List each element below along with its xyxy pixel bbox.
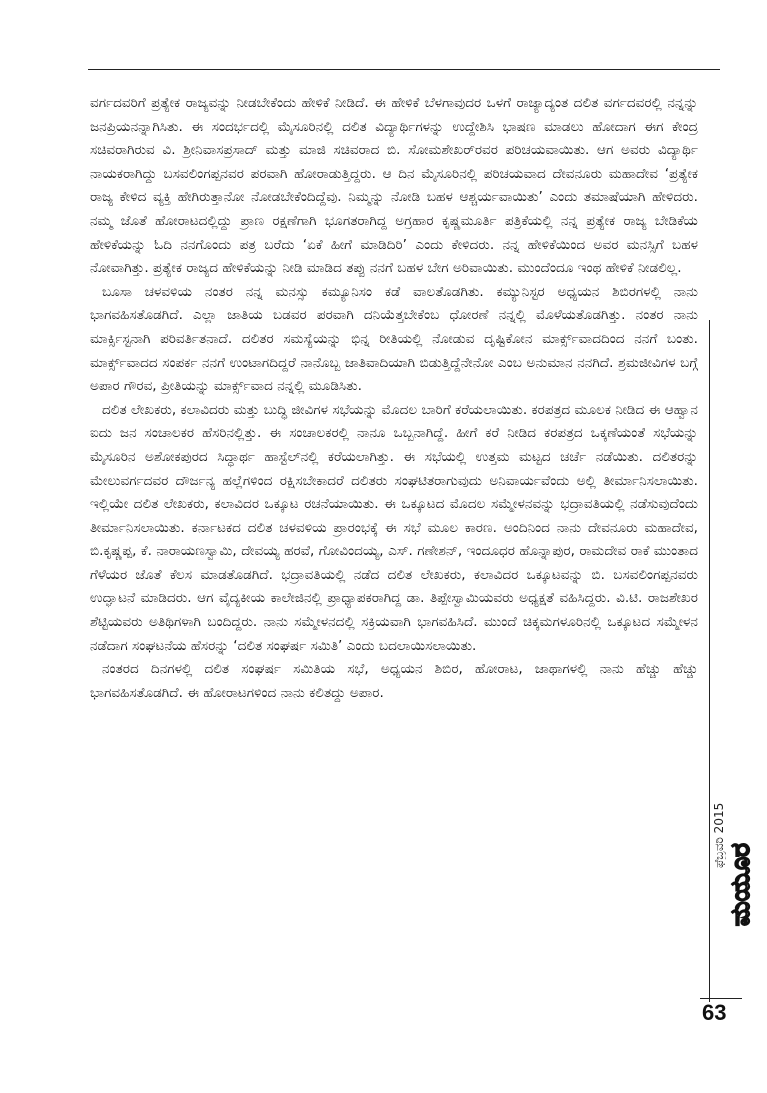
issue-date: ಫೆಬ್ರವರಿ 2015 [712, 802, 726, 868]
article-paragraph-2: ಬೂಸಾ ಚಳವಳಿಯ ನಂತರ ನನ್ನ ಮನಸ್ಸು ಕಮ್ಯೂನಿಸಂ ಕಡೆ ವಾಲತೊಡಗಿತು. ಕಮ್ಯುನಿಸ್ಟರ ಅಧ್ಯಯನ ಶಿಬಿರಗಳಲ್ಲಿ ನಾನು ಭಾಗವಹಿಸತೊಡಗಿದೆ. ಎಲ್ಲಾ ಜಾತಿಯ ಬಡವರ ಪರವಾಗಿ ದನಿಯೆತ್ತಬೇಕೆಂಬ ಧೋರಣೆ ನನ್ನಲ್ಲಿ ಮೊಳೆಯತೊಡಗಿತ್ತು. ನಂತರ ನಾನು ಮಾರ್ಕ್ಸಿಸ್ಟನಾಗಿ ಪರಿವರ್ತಿತನಾದೆ. ದಲಿತರ ಸಮಸ್ಯೆಯನ್ನು ಭಿನ್ನ ರೀತಿಯಲ್ಲಿ ನೋಡುವ ದೃಷ್ಟಿಕೋನ ಮಾರ್ಕ್ಸ್‌ವಾದದಿಂದ ನನಗೆ ಬಂತು. ಮಾರ್ಕ್ಸ್‌ವಾದದ ಸಂಪರ್ಕ ನನಗೆ ಉಂಟಾಗದಿದ್ದರೆ ನಾನೊಬ್ಬ ಜಾತಿವಾದಿಯಾಗಿ ಬಿಡುತ್ತಿದ್ದೆನೇನೋ ಎಂಬ ಅನುಮಾನ ನನಗಿದೆ. ಶ್ರಮಜೀವಿಗಳ ಬಗ್ಗೆ ಅಪಾರ ಗೌರವ, ಪ್ರೀತಿಯನ್ನು ಮಾರ್ಕ್ಸ್‌ವಾದ ನನ್ನಲ್ಲಿ ಮೂಡಿಸಿತು. [90, 283, 698, 395]
page-number-rule [700, 998, 742, 999]
article-body [90, 92, 698, 705]
magazine-logo: ಮಯೂರ [726, 843, 756, 927]
article-paragraph-1: ವರ್ಗದವರಿಗೆ ಪ್ರತ್ಯೇಕ ರಾಜ್ಯವನ್ನು ನೀಡಬೇಕೆಂದು ಹೇಳಿಕೆ ನೀಡಿದೆ. ಈ ಹೇಳಿಕೆ ಬೆಳಗಾವುದರ ಒಳಗೆ ರಾಜ್ಯಾದ್ಯಂತ ದಲಿತ ವರ್ಗದವರಲ್ಲಿ ನನ್ನನ್ನು ಜನಪ್ರಿಯನನ್ನಾಗಿಸಿತು. ಈ ಸಂದರ್ಭದಲ್ಲಿ ಮೈಸೂರಿನಲ್ಲಿ ದಲಿತ ವಿದ್ಯಾರ್ಥಿಗಳನ್ನು ಉದ್ದೇಶಿಸಿ ಭಾಷಣ ಮಾಡಲು ಹೋದಾಗ ಈಗ ಕೇಂದ್ರ ಸಚಿವರಾಗಿರುವ ವಿ. ಶ್ರೀನಿವಾಸಪ್ರಸಾದ್ ಮತ್ತು ಮಾಜಿ ಸಚಿವರಾದ ಬಿ. ಸೋಮಶೇಖರ್‌ರವರ ಪರಿಚಯವಾಯಿತು. ಆಗ ಅವರು ವಿದ್ಯಾರ್ಥಿ ನಾಯಕರಾಗಿದ್ದು ಬಸವಲಿಂಗಪ್ಪನವರ ಪರವಾಗಿ ಹೋರಾಡುತ್ತಿದ್ದರು. ಆ ದಿನ ಮೈಸೂರಿನಲ್ಲಿ ಪರಿಚಯವಾದ ದೇವನೂರು ಮಹಾದೇವ ‘ಪ್ರತ್ಯೇಕ ರಾಜ್ಯ ಕೇಳಿದ ವ್ಯಕ್ತಿ ಹೇಗಿರುತ್ತಾನೋ ನೋಡಬೇಕೆಂದಿದ್ದೆವು. ನಿಮ್ಮನ್ನು ನೋಡಿ ಬಹಳ ಆಶ್ಚರ್ಯವಾಯಿತು’ ಎಂದು ತಮಾಷೆಯಾಗಿ ಹೇಳಿದರು. ನಮ್ಮ ಜೊತೆ ಹೋರಾಟದಲ್ಲಿದ್ದು ಪ್ರಾಣ ರಕ್ಷಣೆಗಾಗಿ ಭೂಗತರಾಗಿದ್ದ ಅಗ್ರಹಾರ ಕೃಷ್ಣಮೂರ್ತಿ ಪತ್ರಿಕೆಯಲ್ಲಿ ನನ್ನ ಪ್ರತ್ಯೇಕ ರಾಜ್ಯ ಬೇಡಿಕೆಯ ಹೇಳಿಕೆಯನ್ನು ಓದಿ ನನಗೊಂದು ಪತ್ರ ಬರೆದು ‘ಏಕೆ ಹೀಗೆ ಮಾಡಿದಿರಿ’ ಎಂದು ಕೇಳಿದರು. ನನ್ನ ಹೇಳಿಕೆಯಿಂದ ಅವರ ಮನಸ್ಸಿಗೆ ಬಹಳ ನೋವಾಗಿತ್ತು. ಪ್ರತ್ಯೇಕ ರಾಜ್ಯದ ಹೇಳಿಕೆಯನ್ನು ನೀಡಿ ಮಾಡಿದ ತಪ್ಪು ನನಗೆ ಬಹಳ ಬೇಗ ಅರಿವಾಯಿತು. ಮುಂದೆಂದೂ ಇಂಥ ಹೇಳಿಕೆ ನೀಡಲಿಲ್ಲ. [90, 95, 698, 277]
article-paragraph-3: ದಲಿತ ಲೇಖಕರು, ಕಲಾವಿದರು ಮತ್ತು ಬುದ್ಧಿ ಜೀವಿಗಳ ಸಭೆಯನ್ನು ಮೊದಲ ಬಾರಿಗೆ ಕರೆಯಲಾಯಿತು. ಕರಪತ್ರದ ಮೂಲಕ ನೀಡಿದ ಈ ಆಹ್ವಾನ ಐದು ಜನ ಸಂಚಾಲಕರ ಹೆಸರಿನಲ್ಲಿತ್ತು. ಈ ಸಂಚಾಲಕರಲ್ಲಿ ನಾನೂ ಒಬ್ಬನಾಗಿದ್ದೆ. ಹೀಗೆ ಕರೆ ನೀಡಿದ ಕರಪತ್ರದ ಒಕ್ಕಣೆಯಂತೆ ಸಭೆಯನ್ನು ಮೈಸೂರಿನ ಅಶೋಕಪುರದ ಸಿದ್ಧಾರ್ಥ ಹಾಸ್ಟೆಲ್‌ನಲ್ಲಿ ಕರೆಯಲಾಗಿತ್ತು. ಈ ಸಭೆಯಲ್ಲಿ ಉತ್ತಮ ಮಟ್ಟದ ಚರ್ಚೆ ನಡೆಯಿತು. ದಲಿತರನ್ನು ಮೇಲುವರ್ಗದವರ ದೌರ್ಜನ್ಯ ಹಲ್ಲೆಗಳಿಂದ ರಕ್ಷಿಸಬೇಕಾದರೆ ದಲಿತರು ಸಂಘಟಿತರಾಗುವುದು ಅನಿವಾರ್ಯವೆಂದು ಅಲ್ಲಿ ತೀರ್ಮಾನಿಸಲಾಯಿತು. ಇಲ್ಲಿಯೇ ದಲಿತ ಲೇಖಕರು, ಕಲಾವಿದರ ಒಕ್ಕೂಟ ರಚನೆಯಾಯಿತು. ಈ ಒಕ್ಕೂಟದ ಮೊದಲ ಸಮ್ಮೇಳನವನ್ನು ಭದ್ರಾವತಿಯಲ್ಲಿ ನಡೆಸುವುದೆಂದು ತೀರ್ಮಾನಿಸಲಾಯಿತು. ಕರ್ನಾಟಕದ ದಲಿತ ಚಳವಳಿಯ ಪ್ರಾರಂಭಕ್ಕೆ ಈ ಸಭೆ ಮೂಲ ಕಾರಣ. ಅಂದಿನಿಂದ ನಾನು ದೇವನೂರು ಮಹಾದೇವ, ಬಿ.ಕೃಷ್ಣಪ್ಪ, ಕೆ. ನಾರಾಯಣಸ್ವಾಮಿ, ದೇವಯ್ಯ ಹರವೆ, ಗೋವಿಂದಯ್ಯ, ಎಸ್. ಗಣೇಶನ್, ಇಂದೂಧರ ಹೊನ್ನಾಪುರ, ರಾಮದೇವ ರಾಕೆ ಮುಂತಾದ ಗೆಳೆಯರ ಜೊತೆ ಕೆಲಸ ಮಾಡತೊಡಗಿದೆ. ಭದ್ರಾವತಿಯಲ್ಲಿ ನಡೆದ ದಲಿತ ಲೇಖಕರು, ಕಲಾವಿದರ ಒಕ್ಕೂಟವನ್ನು ಬಿ. ಬಸವಲಿಂಗಪ್ಪನವರು ಉದ್ಘಾಟನೆ ಮಾಡಿದರು. ಆಗ ವೈದ್ಯಕೀಯ ಕಾಲೇಜಿನಲ್ಲಿ ಪ್ರಾಧ್ಯಾಪಕರಾಗಿದ್ದ ಡಾ. ತಿಪ್ಪೇಸ್ವಾಮಿಯವರು ಅಧ್ಯಕ್ಷತೆ ವಹಿಸಿದ್ದರು. ವಿ.ಟಿ. ರಾಜಶೇಖರ ಶೆಟ್ಟಿಯವರು ಅತಿಥಿಗಳಾಗಿ ಬಂದಿದ್ದರು. ನಾನು ಸಮ್ಮೇಳನದಲ್ಲಿ ಸಕ್ರಿಯವಾಗಿ ಭಾಗವಹಿಸಿದೆ. ಮುಂದೆ ಚಿಕ್ಕಮಗಳೂರಿನಲ್ಲಿ ಒಕ್ಕೂಟದ ಸಮ್ಮೇಳನ ನಡೆದಾಗ ಸಂಘಟನೆಯ ಹೆಸರನ್ನು ‘ದಲಿತ ಸಂಘರ್ಷ ಸಮಿತಿ’ ಎಂದು ಬದಲಾಯಿಸಲಾಯಿತು. [90, 401, 698, 654]
margin-rule [709, 320, 710, 1002]
page-number: 63 [702, 1000, 727, 1025]
header-rule [88, 69, 720, 70]
article-paragraph-4: ನಂತರದ ದಿನಗಳಲ್ಲಿ ದಲಿತ ಸಂಘರ್ಷ ಸಮಿತಿಯ ಸಭೆ, ಅಧ್ಯಯನ ಶಿಬಿರ, ಹೋರಾಟ, ಜಾಥಾಗಳಲ್ಲಿ ನಾನು ಹೆಚ್ಚು ಹೆಚ್ಚು ಭಾಗವಹಿಸತೊಡಗಿದೆ. ಈ ಹೋರಾಟಗಳಿಂದ ನಾನು ಕಲಿತದ್ದು ಅಪಾರ. [90, 661, 698, 701]
magazine-masthead [712, 780, 756, 992]
